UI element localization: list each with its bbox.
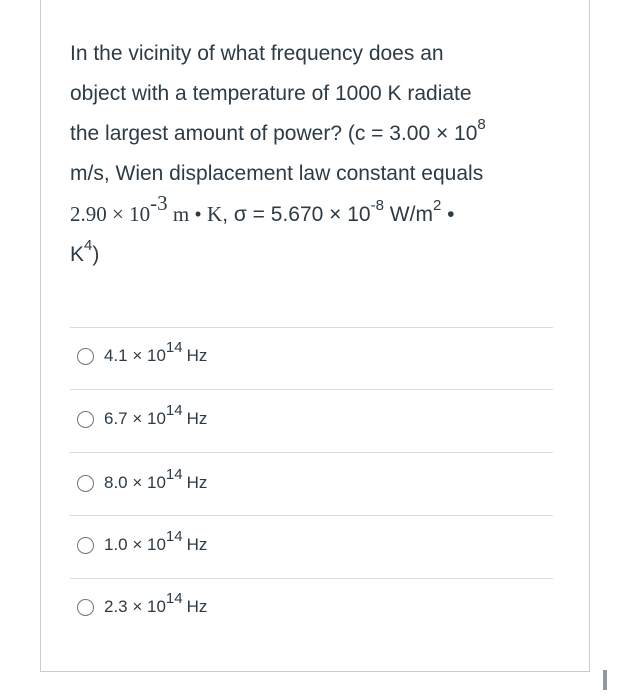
radio-button-icon[interactable] — [77, 348, 94, 365]
answer-mantissa: 1.0 × 10 — [104, 535, 166, 554]
stefan-constant-exponent: -8 — [370, 197, 384, 214]
stefan-constant-unit: W/m — [383, 203, 433, 226]
radio-button-icon[interactable] — [77, 537, 94, 554]
answer-exponent: 14 — [165, 466, 183, 484]
answer-option-1[interactable] — [77, 336, 207, 376]
wien-constant-value: 2.90 × 10 — [70, 202, 151, 226]
answer-exponent: 14 — [165, 528, 183, 546]
question-line-6 — [70, 235, 570, 275]
answer-mantissa: 4.1 × 10 — [104, 346, 166, 365]
quiz-question-card — [40, 0, 590, 672]
radio-button-icon[interactable] — [77, 411, 94, 428]
scrollbar-thumb[interactable] — [603, 670, 607, 690]
stefan-constant-unit-exponent: 2 — [432, 197, 442, 214]
answer-unit: Hz — [186, 597, 208, 616]
answer-label — [104, 590, 208, 617]
radio-button-icon[interactable] — [77, 475, 94, 492]
answer-divider — [70, 515, 553, 516]
question-line-5 — [70, 191, 570, 235]
answer-unit: Hz — [186, 473, 208, 492]
answer-unit: Hz — [186, 409, 208, 428]
question-line-3-exponent: 8 — [477, 116, 486, 133]
question-line-6-exponent: 4 — [84, 237, 93, 254]
question-text — [70, 34, 570, 275]
answer-mantissa: 8.0 × 10 — [104, 473, 166, 492]
question-line-3 — [70, 114, 570, 154]
question-line-4: m/s, Wien displacement law constant equals — [70, 162, 484, 185]
question-line-1: In the vicinity of what frequency does an — [70, 42, 444, 65]
question-line-2: object with a temperature of 1000 K radiate — [70, 82, 472, 105]
stefan-constant-unit-tail: • — [441, 203, 455, 226]
answer-unit: Hz — [186, 346, 208, 365]
answer-label — [104, 402, 208, 429]
stefan-constant-value: , σ = 5.670 × 10 — [222, 203, 371, 226]
answer-exponent: 14 — [165, 402, 183, 420]
answer-divider — [70, 327, 553, 328]
answer-option-5[interactable] — [77, 587, 207, 627]
answer-option-4[interactable] — [77, 525, 207, 565]
answer-exponent: 14 — [165, 590, 183, 608]
answer-exponent: 14 — [165, 339, 183, 357]
answer-option-2[interactable] — [77, 399, 207, 439]
answer-label — [104, 339, 208, 366]
answer-divider — [70, 452, 553, 453]
answer-divider — [70, 389, 553, 390]
question-line-3-text: the largest amount of power? (c = 3.00 × 10 — [70, 122, 478, 145]
radio-button-icon[interactable] — [77, 599, 94, 616]
answer-label — [104, 466, 208, 493]
answer-mantissa: 2.3 × 10 — [104, 597, 166, 616]
wien-constant-exponent: -3 — [150, 191, 168, 215]
question-line-6-tail: ) — [92, 243, 100, 266]
answer-unit: Hz — [186, 535, 208, 554]
answer-divider — [70, 578, 553, 579]
wien-constant-unit: m • K — [167, 202, 223, 226]
answer-label — [104, 528, 208, 555]
question-line-6-text: K — [70, 243, 85, 266]
answer-mantissa: 6.7 × 10 — [104, 409, 166, 428]
answer-option-3[interactable] — [77, 463, 207, 503]
